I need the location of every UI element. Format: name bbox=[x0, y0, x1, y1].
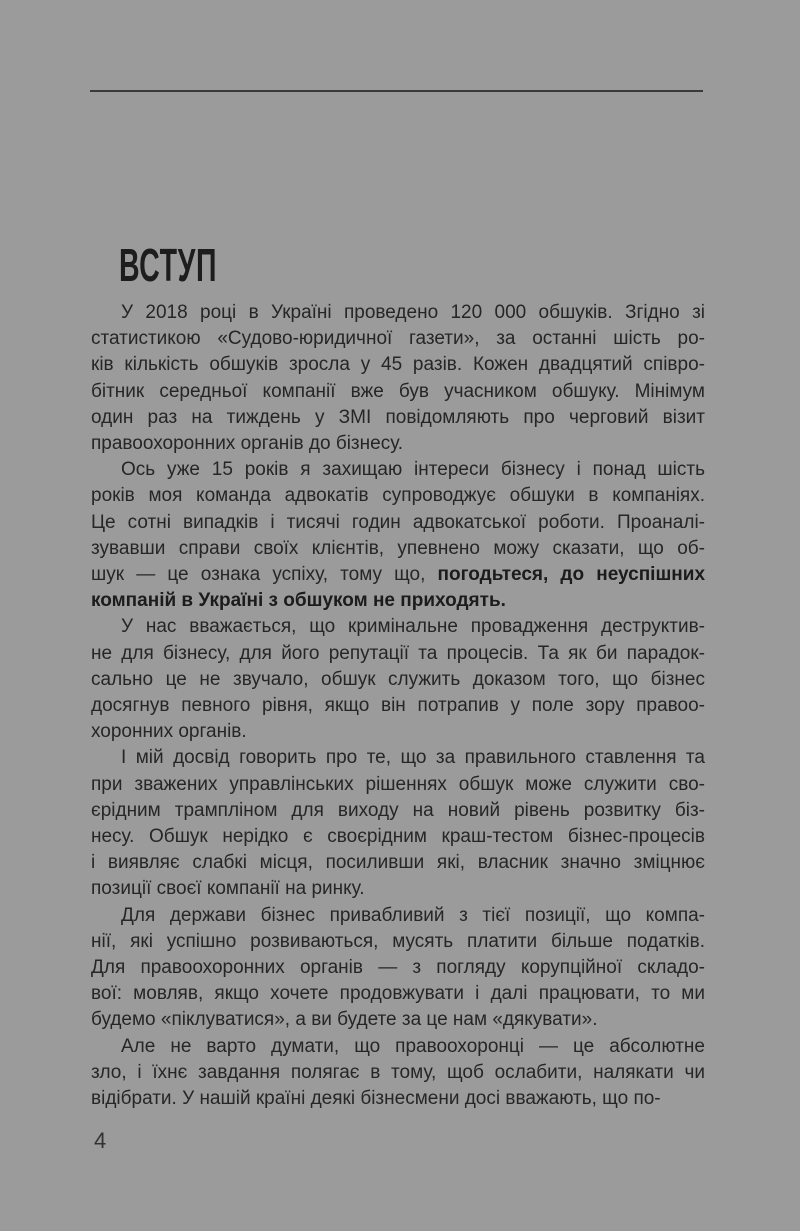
body-line bbox=[91, 326, 705, 352]
bold-text-run: погодьтеся, до неуспішних bbox=[437, 564, 706, 586]
paragraph-6 bbox=[91, 1034, 705, 1113]
text-run: відібрати. У нашій країні деякі бізнесмени досі вважають, що по- bbox=[91, 1088, 661, 1110]
body-line bbox=[91, 457, 705, 483]
text-run: один раз на тиждень у ЗМІ повідомляють про черговий візит bbox=[91, 406, 705, 428]
page-number: 4 bbox=[94, 1128, 107, 1153]
paragraph-5 bbox=[91, 903, 705, 1034]
text-run: вої: мовляв, якщо хочете продовжувати і далі працювати, то ми bbox=[91, 983, 705, 1005]
text-run: Для правоохоронних органів — з погляду корупційної складо- bbox=[91, 957, 705, 979]
text-run: не для бізнесу, для його репутації та процесів. Та як би парадок- bbox=[91, 642, 705, 664]
body-line bbox=[91, 903, 705, 929]
body-line bbox=[91, 1086, 705, 1112]
body-line bbox=[91, 1007, 705, 1033]
body-line bbox=[91, 1060, 705, 1086]
text-run: У 2018 році в Україні проведено 120 000 обшуків. Згідно зі bbox=[121, 302, 705, 323]
body-line bbox=[91, 772, 705, 798]
text-run: зло, і їхнє завдання полягає в тому, щоб ослабити, налякати чи bbox=[91, 1061, 705, 1083]
text-run: при зважених управлінських рішеннях обшук може служити сво- bbox=[91, 773, 705, 795]
text-run: статистикою «Судово-юридичної газети», за останні шість ро- bbox=[91, 328, 705, 350]
body-line bbox=[91, 614, 705, 640]
body-line bbox=[91, 510, 705, 536]
text-run: і виявляє слабкі місця, посиливши які, власник значно зміцнює bbox=[91, 852, 705, 874]
body-line bbox=[91, 562, 705, 588]
bold-text-run: компаній в Україні з обшуком не приходять. bbox=[91, 590, 506, 612]
body-line bbox=[91, 300, 705, 326]
paragraph-2 bbox=[91, 457, 705, 614]
text-run: У нас вважається, що кримінальне провадження деструктив- bbox=[121, 616, 705, 638]
text-run: бітник середньої компанії вже був учасником обшуку. Мінімум bbox=[91, 380, 705, 402]
text-run: нії, які успішно розвиваються, мусять платити більше податків. bbox=[91, 930, 705, 952]
body-line bbox=[91, 588, 705, 614]
body-line bbox=[91, 667, 705, 693]
text-run: хоронних органів. bbox=[91, 721, 247, 743]
body-line bbox=[91, 824, 705, 850]
body-line bbox=[91, 536, 705, 562]
body-line bbox=[91, 405, 705, 431]
body-line bbox=[91, 981, 705, 1007]
text-run: Ось уже 15 років я захищаю інтереси бізнесу і понад шість bbox=[121, 459, 705, 481]
paragraph-1 bbox=[91, 300, 705, 457]
text-run: ків кількість обшуків зросла у 45 разів. Кожен двадцятий співро- bbox=[91, 354, 705, 376]
text-run: І мій досвід говорить про те, що за правильного ставлення та bbox=[121, 747, 705, 769]
body-line bbox=[91, 876, 705, 902]
text-run: несу. Обшук нерідко є своєрідним краш-тестом бізнес-процесів bbox=[91, 826, 705, 848]
text-run: Для держави бізнес привабливий з тієї позиції, що компа- bbox=[121, 904, 705, 926]
text-run: правоохоронних органів до бізнесу. bbox=[91, 433, 404, 455]
text-run: будемо «піклуватися», а ви будете за це нам «дякувати». bbox=[91, 1009, 598, 1031]
text-run: Це сотні випадків і тисячі годин адвокатської роботи. Проаналі- bbox=[91, 511, 705, 533]
text-run: років моя команда адвокатів супроводжує обшуки в компаніях. bbox=[91, 485, 705, 507]
header-rule bbox=[90, 90, 703, 92]
body-line bbox=[91, 929, 705, 955]
body-text bbox=[91, 300, 705, 1112]
body-line bbox=[91, 352, 705, 378]
paragraph-3 bbox=[91, 614, 705, 745]
text-run: Але не варто думати, що правоохоронці — це абсолютне bbox=[121, 1035, 705, 1057]
body-line bbox=[91, 955, 705, 981]
text-run: єрідним трампліном для виходу на новий рівень розвитку біз- bbox=[91, 799, 705, 821]
body-line bbox=[91, 745, 705, 771]
text-run: позиції своєї компанії на ринку. bbox=[91, 878, 365, 900]
chapter-title: ВСТУП bbox=[119, 239, 218, 291]
text-run: шук — це ознака успіху, тому що, bbox=[91, 564, 438, 586]
text-run: зувавши справи своїх клієнтів, упевнено можу сказати, що об- bbox=[91, 537, 705, 559]
body-line bbox=[91, 798, 705, 824]
body-line bbox=[91, 483, 705, 509]
body-line bbox=[91, 693, 705, 719]
text-run: сально це не звучало, обшук служить доказом того, що бізнес bbox=[91, 668, 705, 690]
body-line bbox=[91, 719, 705, 745]
body-line bbox=[91, 379, 705, 405]
text-run: досягнув певного рівня, якщо він потрапив у поле зору правоо- bbox=[91, 695, 705, 717]
body-line bbox=[91, 1034, 705, 1060]
body-line bbox=[91, 641, 705, 667]
body-line bbox=[91, 850, 705, 876]
body-line bbox=[91, 431, 705, 457]
paragraph-4 bbox=[91, 745, 705, 902]
